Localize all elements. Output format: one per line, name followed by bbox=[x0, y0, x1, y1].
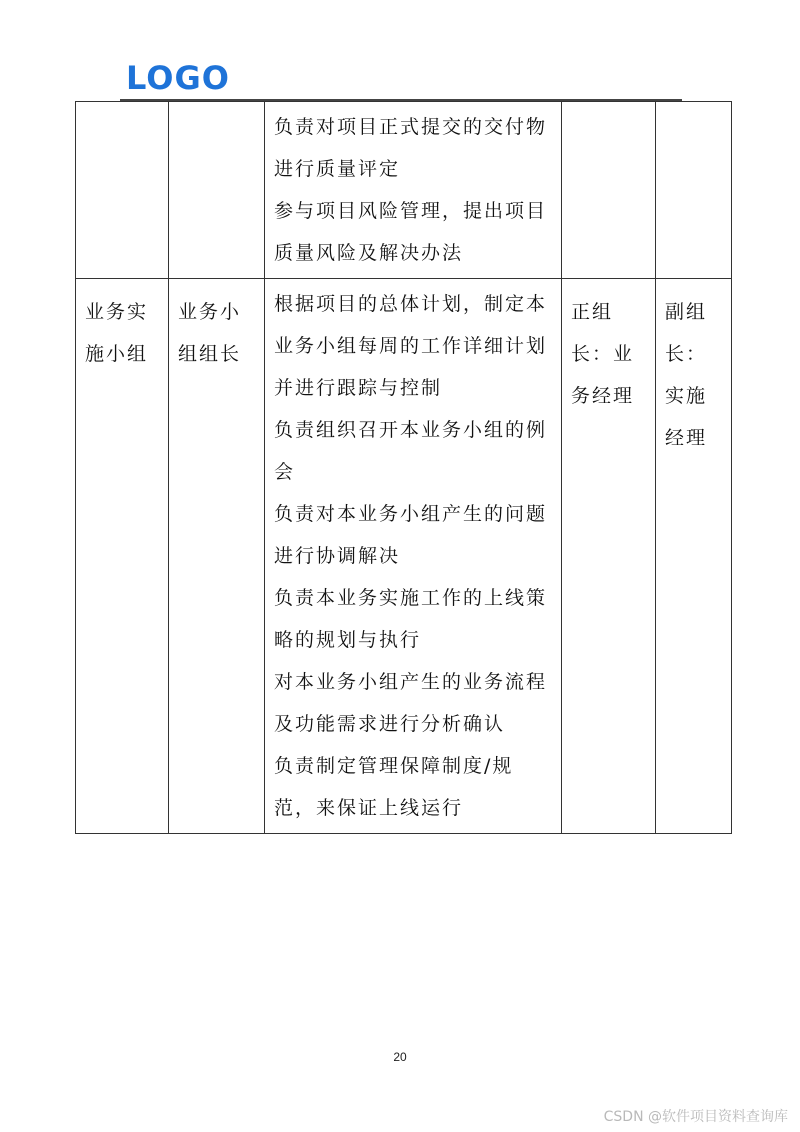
page-number: 20 bbox=[393, 1050, 407, 1064]
duties-cell bbox=[265, 102, 562, 279]
duties-cell bbox=[265, 279, 562, 834]
watermark: CSDN @软件项目资料查询库 bbox=[603, 1109, 788, 1125]
duty-item: 负责制定管理保障制度/规范，来保证上线运行 bbox=[274, 755, 514, 819]
duty-item: 负责组织召开本业务小组的例会 bbox=[274, 419, 548, 483]
group-cell: 业务实施小组 bbox=[76, 279, 169, 834]
duty-item: 负责对项目正式提交的交付物进行质量评定 bbox=[274, 116, 548, 180]
duty-item: 负责本业务实施工作的上线策略的规划与执行 bbox=[274, 587, 548, 651]
leader-cell bbox=[562, 102, 656, 279]
duty-item: 根据项目的总体计划，制定本业务小组每周的工作详细计划并进行跟踪与控制 bbox=[274, 293, 548, 399]
duty-item: 对本业务小组产生的业务流程及功能需求进行分析确认 bbox=[274, 671, 548, 735]
duty-item: 负责对本业务小组产生的问题进行协调解决 bbox=[274, 503, 548, 567]
duty-item: 参与项目风险管理，提出项目质量风险及解决办法 bbox=[274, 200, 548, 264]
leader-cell: 正组长：业务经理 bbox=[562, 279, 656, 834]
role-cell: 业务小组组长 bbox=[169, 279, 265, 834]
group-cell bbox=[76, 102, 169, 279]
table-row bbox=[76, 279, 732, 834]
deputy-cell: 副组长：实施经理 bbox=[656, 279, 732, 834]
table-row bbox=[76, 102, 732, 279]
responsibility-table bbox=[75, 101, 732, 834]
deputy-cell bbox=[656, 102, 732, 279]
role-cell bbox=[169, 102, 265, 279]
logo: LOGO bbox=[126, 59, 230, 97]
